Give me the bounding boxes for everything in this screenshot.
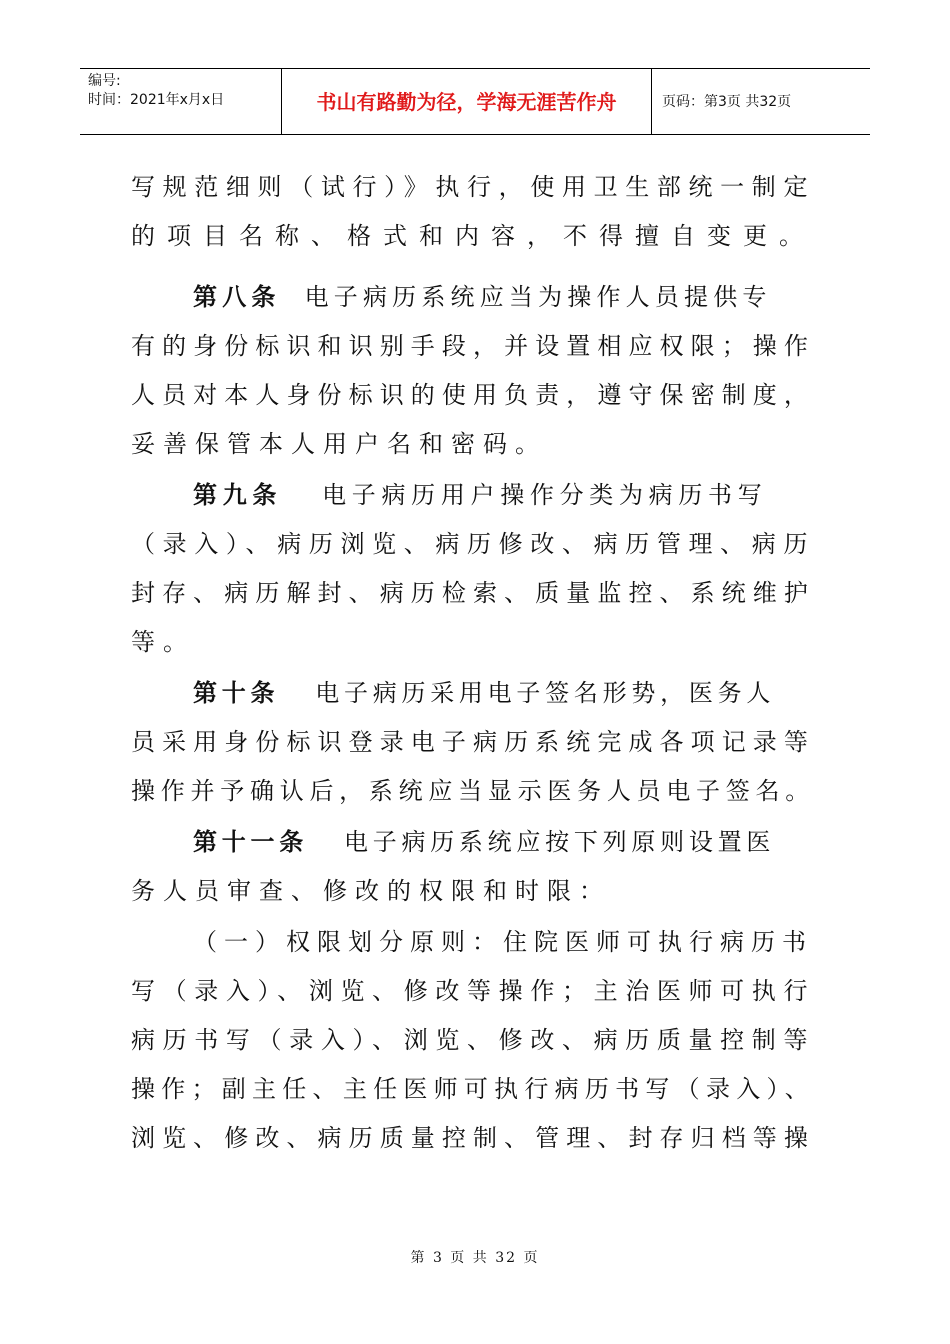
- body-line: 操作并予确认后，系统应当显示医务人员电子签名。: [131, 777, 816, 805]
- article-11-text: 电子病历系统应按下列原则设置医: [343, 828, 776, 856]
- article-10-label: 第十条: [193, 679, 280, 707]
- article-11-heading-line: [193, 827, 775, 857]
- page-header: [80, 68, 870, 135]
- body-line: 的项目名称、格式和内容，不得擅自变更。: [131, 222, 815, 250]
- article-8-label: 第八条: [193, 283, 281, 311]
- page-footer: 第 3 页 共 32 页: [410, 1250, 540, 1266]
- body-line: 妥善保管本人用户名和密码。: [131, 430, 547, 458]
- document-time: 时间：2021年x月x日: [88, 92, 225, 108]
- article-9-label: 第九条: [193, 481, 283, 509]
- body-line: 等。: [131, 628, 195, 656]
- article-11-label: 第十一条: [193, 828, 308, 856]
- body-line: 写（录入）、浏览、修改等操作；主治医师可执行: [131, 977, 816, 1005]
- body-line: 操作；副主任、主任医师可执行病历书写（录入）、: [131, 1075, 815, 1103]
- body-line: 有的身份标识和识别手段，并设置相应权限；操作: [131, 332, 815, 360]
- document-number-label: 编号:: [88, 73, 121, 89]
- body-line: 人员对本人身份标识的使用负责，遵守保密制度，: [131, 381, 815, 409]
- body-line: 浏览、修改、病历质量控制、管理、封存归档等操: [131, 1124, 815, 1152]
- article-10-text: 电子病历采用电子签名形势，医务人: [315, 679, 776, 707]
- article-8-text: 电子病历系统应当为操作人员提供专: [304, 283, 772, 311]
- body-line: 员采用身份标识登录电子病历系统完成各项记录等: [131, 728, 815, 756]
- body-line: （录入）、病历浏览、病历修改、病历管理、病历: [131, 530, 816, 558]
- header-page-info: 页码：第3页 共32页: [662, 94, 792, 110]
- body-line: 病历书写（录入）、浏览、修改、病历质量控制等: [131, 1026, 816, 1054]
- article-9-text: 电子病历用户操作分类为病历书写: [322, 481, 768, 509]
- header-motto: 书山有路勤为径，学海无涯苦作舟: [282, 69, 652, 134]
- header-meta: [80, 69, 282, 134]
- body-line: 务人员审查、修改的权限和时限：: [131, 877, 611, 905]
- article-10-heading-line: [193, 678, 775, 708]
- body-line: （一）权限划分原则：住院医师可执行病历书: [193, 928, 813, 956]
- article-8-heading-line: [193, 282, 772, 312]
- body-line: 写规范细则（试行）》执行，使用卫生部统一制定: [131, 173, 816, 201]
- body-line: 封存、病历解封、病历检索、质量监控、系统维护: [131, 579, 815, 607]
- article-9-heading-line: [193, 480, 767, 510]
